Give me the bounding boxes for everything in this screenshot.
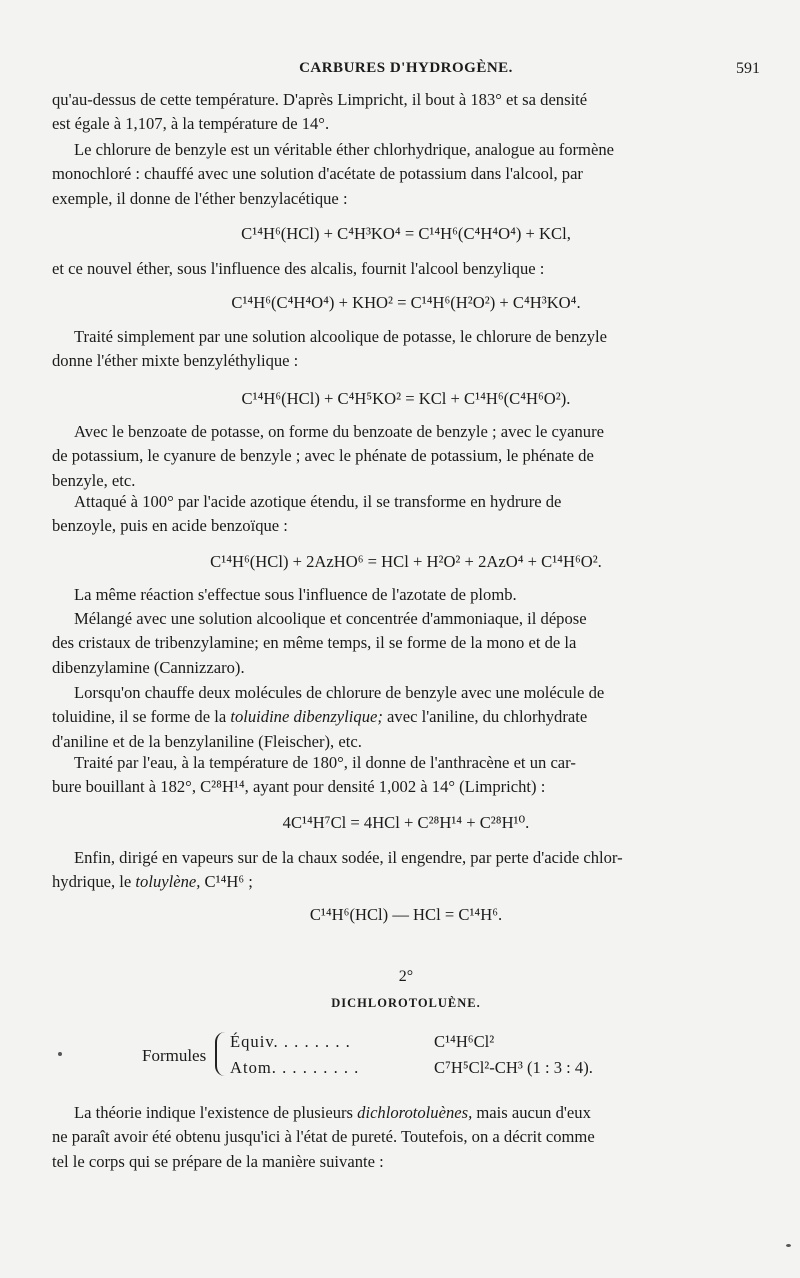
paragraph-8 (52, 607, 760, 680)
formules-label: Formules (142, 1046, 207, 1065)
paragraph-3 (52, 257, 760, 281)
text-run: La théorie indique l'existence de plusieurs (74, 1103, 358, 1122)
text-line: d'aniline et de la benzylaniline (Fleischer), etc. (52, 731, 362, 751)
formula-4: C¹⁴H⁶(HCl) + 2AzHO⁶ = HCl + H²O² + 2AzO⁴ + C¹⁴H⁶O². (210, 552, 602, 571)
page-number: 591 (736, 60, 760, 77)
text-line: benzyle, etc. (52, 470, 136, 490)
running-title: CARBURES D'HYDROGÈNE. (299, 60, 513, 76)
paragraph-11 (52, 846, 760, 895)
text-line: est égale à 1,107, à la température de 14°. (52, 114, 330, 134)
text-run: C¹⁴H⁶ ; (200, 872, 253, 892)
equiv-label: Équiv. . . . . . . . (230, 1032, 351, 1051)
text-line: La même réaction s'effectue sous l'influence de l'azotate de plomb. (74, 585, 517, 604)
paragraph-1 (52, 88, 760, 137)
paragraph-10 (52, 751, 760, 800)
text-run: avec l'aniline, du chlorhydrate (382, 707, 588, 727)
text-line: monochloré : chauffé avec une solution d'acétate de potassium dans l'alcool, par (52, 164, 583, 184)
text-line: Enfin, dirigé en vapeurs sur de la chaux sodée, il engendre, par perte d'acide chlor- (74, 848, 623, 867)
section-title: DICHLOROTOLUÈNE. (331, 996, 481, 1010)
text-line: de potassium, le cyanure de benzyle ; avec le phénate de potassium, le phénate de (52, 446, 594, 466)
text-line (52, 1101, 760, 1125)
italic-term: dichlorotoluènes, (357, 1103, 473, 1122)
ink-mark (786, 1244, 791, 1247)
formula-3: C¹⁴H⁶(HCl) + C⁴H⁵KO² = KCl + C¹⁴H⁶(C⁴H⁶O²). (241, 389, 571, 408)
formula-5: 4C¹⁴H⁷Cl = 4HCl + C²⁸H¹⁴ + C²⁸H¹⁰. (282, 813, 530, 832)
text-line: ne paraît avoir été obtenu jusqu'ici à l'état de pureté. Toutefois, on a décrit comme (52, 1127, 595, 1147)
paragraph-7 (52, 583, 760, 607)
text-line: qu'au-dessus de cette température. D'après Limpricht, il bout à 183° et sa densité (52, 90, 588, 109)
text-line: exemple, il donne de l'éther benzylacétique : (52, 188, 348, 208)
text-line: bure bouillant à 182°, C²⁸H¹⁴, ayant pour densité 1,002 à 14° (Limpricht) : (52, 777, 546, 797)
page-header (52, 60, 760, 84)
formula-1: C¹⁴H⁶(HCl) + C⁴H³KO⁴ = C¹⁴H⁶(C⁴H⁴O⁴) + KCl, (241, 224, 571, 243)
text-line: donne l'éther mixte benzyléthylique : (52, 351, 299, 371)
text-line: Lorsqu'on chauffe deux molécules de chlorure de benzyle avec une molécule de (74, 683, 605, 702)
section-number: 2° (398, 968, 414, 985)
text-line: Traité par l'eau, à la température de 180°, il donne de l'anthracène et un car- (74, 753, 576, 772)
brace-icon (215, 1032, 227, 1076)
formula-2: C¹⁴H⁶(C⁴H⁴O⁴) + KHO² = C¹⁴H⁶(H²O²) + C⁴H³KO⁴. (231, 293, 581, 312)
text-line: Traité simplement par une solution alcoolique de potasse, le chlorure de benzyle (74, 327, 608, 346)
paragraph-4 (52, 325, 760, 374)
paragraph-5 (52, 420, 760, 493)
text-line: Le chlorure de benzyle est un véritable éther chlorhydrique, analogue au formène (74, 140, 614, 159)
text-line: dibenzylamine (Cannizzaro). (52, 657, 245, 677)
text-line: Mélangé avec une solution alcoolique et concentrée d'ammoniaque, il dépose (74, 609, 587, 628)
italic-term: toluidine dibenzylique; (230, 707, 383, 727)
text-run: mais aucun d'eux (472, 1103, 591, 1122)
italic-term: toluylène, (135, 872, 201, 892)
text-line: Attaqué à 100° par l'acide azotique étendu, il se transforme en hydrure de (74, 492, 562, 511)
paragraph-12 (52, 1101, 760, 1174)
paragraph-9 (52, 681, 760, 754)
text-line: benzoyle, puis en acide benzoïque : (52, 516, 288, 536)
paragraph-2 (52, 138, 760, 211)
text-line: tel le corps qui se prépare de la manière suivante : (52, 1151, 384, 1171)
text-line (52, 870, 760, 894)
equiv-value: C¹⁴H⁶Cl² (434, 1032, 495, 1051)
text-line: Avec le benzoate de potasse, on forme du benzoate de benzyle ; avec le cyanure (74, 422, 604, 441)
ink-mark (58, 1052, 62, 1056)
text-run: toluidine, il se forme de la (52, 707, 231, 727)
text-run: hydrique, le (52, 872, 136, 892)
atom-value: C⁷H⁵Cl²-CH³ (1 : 3 : 4). (434, 1058, 593, 1077)
text-line (52, 705, 760, 729)
paragraph-6 (52, 490, 760, 539)
text-line: et ce nouvel éther, sous l'influence des alcalis, fournit l'alcool benzylique : (52, 259, 545, 278)
formula-6: C¹⁴H⁶(HCl) — HCl = C¹⁴H⁶. (309, 905, 503, 924)
text-line: des cristaux de tribenzylamine; en même temps, il se forme de la mono et de la (52, 633, 577, 653)
atom-label: Atom. . . . . . . . . (230, 1058, 360, 1077)
